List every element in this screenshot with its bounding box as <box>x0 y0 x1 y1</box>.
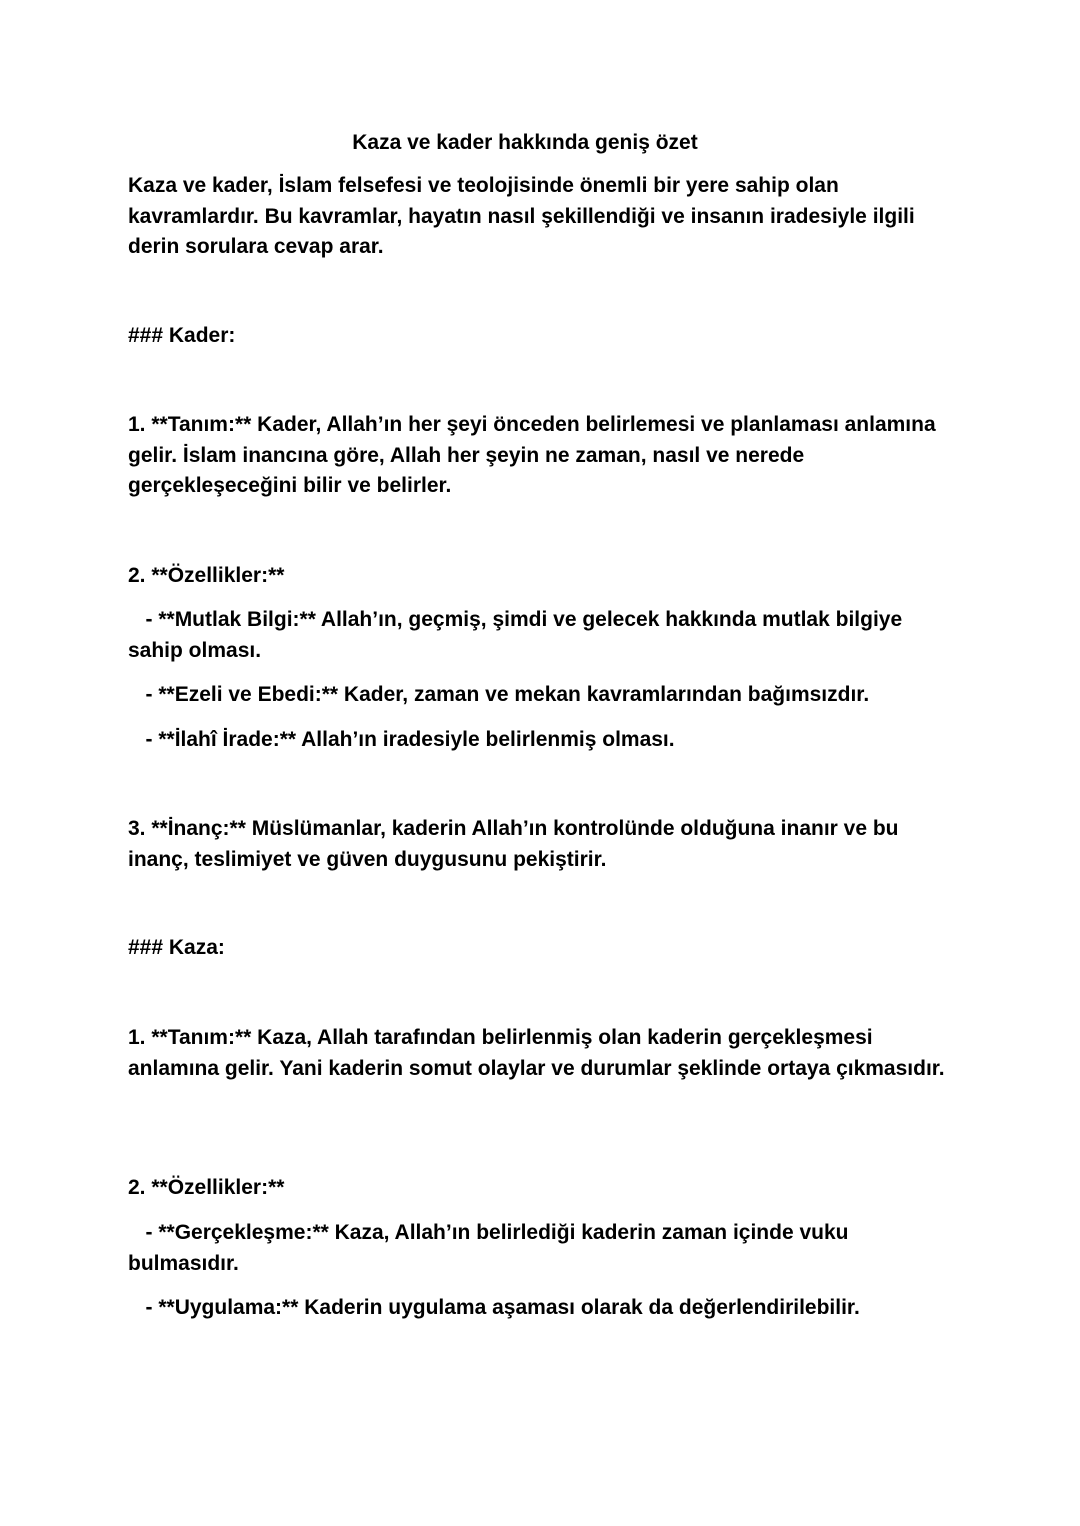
kaza-tanim-paragraph: 1. **Tanım:** Kaza, Allah tarafından belirlenmiş olan kaderin gerçekleşmesi anlamına gelir. Yani kaderin somut olaylar ve durumlar şeklinde ortaya çıkmasıdır. <box>128 1026 945 1080</box>
kader-heading: ### Kader: <box>128 324 236 347</box>
kaza-heading: ### Kaza: <box>128 936 225 959</box>
kader-ozellik-ezeli-ebedi: - **Ezeli ve Ebedi:** Kader, zaman ve mekan kavramlarından bağımsızdır. <box>128 683 870 706</box>
kader-ozellik-mutlak-bilgi: - **Mutlak Bilgi:** Allah’ın, geçmiş, şimdi ve gelecek hakkında mutlak bilgiye sahip olması. <box>128 608 908 662</box>
intro-paragraph: Kaza ve kader, İslam felsefesi ve teolojisinde önemli bir yere sahip olan kavramlardır. Bu kavramlar, hayatın nasıl şekillendiği ve insanın iradesiyle ilgili derin sorulara cevap arar. <box>128 174 915 258</box>
kader-tanim-paragraph: 1. **Tanım:** Kader, Allah’ın her şeyi önceden belirlemesi ve planlaması anlamına gelir. İslam inancına göre, Allah her şeyin ne zaman, nasıl ve nerede gerçekleşeceğini bilir ve belirler. <box>128 413 936 497</box>
kaza-ozellikler-heading: 2. **Özellikler:** <box>128 1176 285 1199</box>
kader-inanc-paragraph: 3. **İnanç:** Müslümanlar, kaderin Allah’ın kontrolünde olduğuna inanır ve bu inanç, teslimiyet ve güven duygusunu pekiştirir. <box>128 817 899 871</box>
kaza-ozellik-gerceklesme: - **Gerçekleşme:** Kaza, Allah’ın belirlediği kaderin zaman içinde vuku bulmasıdır. <box>128 1221 855 1275</box>
kaza-ozellik-uygulama: - **Uygulama:** Kaderin uygulama aşaması olarak da değerlendirilebilir. <box>128 1296 860 1319</box>
document-title: Kaza ve kader hakkında geniş özet <box>352 131 698 154</box>
kader-ozellik-ilahi-irade: - **İlahî İrade:** Allah’ın iradesiyle belirlenmiş olması. <box>128 728 675 751</box>
kader-ozellikler-heading: 2. **Özellikler:** <box>128 564 285 587</box>
